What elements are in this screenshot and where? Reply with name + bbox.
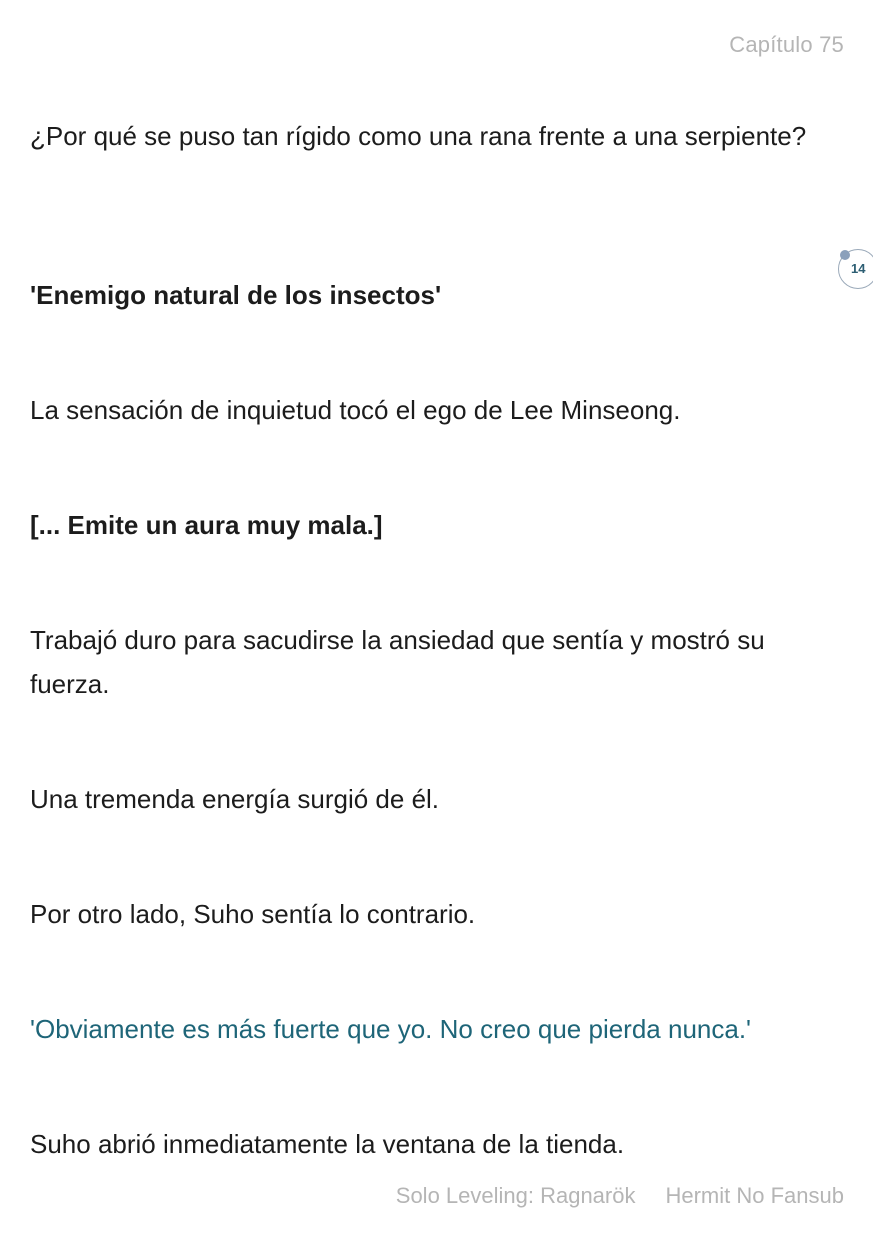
paragraph: Por otro lado, Suho sentía lo contrario. xyxy=(30,899,476,929)
page-number-badge[interactable] xyxy=(838,249,873,289)
thought-paragraph: 'Obviamente es más fuerte que yo. No creo que pierda nunca.' xyxy=(30,1014,752,1044)
paragraph: La sensación de inquietud tocó el ego de Lee Minseong. xyxy=(30,395,681,425)
system-message: [... Emite un aura muy mala.] xyxy=(30,510,383,540)
paragraph: Trabajó duro para sacudirse la ansiedad que sentía y mostró su fuerza. xyxy=(30,625,765,699)
bookmark-dot-icon xyxy=(840,250,850,260)
paragraph: Una tremenda energía surgió de él. xyxy=(30,784,440,814)
novel-title: Solo Leveling: Ragnarök xyxy=(395,1183,636,1208)
chapter-label: Capítulo 75 xyxy=(729,32,844,57)
translator-credit: Hermit No Fansub xyxy=(665,1183,844,1208)
page-number: 14 xyxy=(851,261,866,276)
paragraph: ¿Por qué se puso tan rígido como una rana frente a una serpiente? xyxy=(30,121,807,151)
footer xyxy=(396,1183,844,1209)
paragraph: Suho abrió inmediatamente la ventana de la tienda. xyxy=(30,1129,625,1159)
paragraph-emphasis: 'Enemigo natural de los insectos' xyxy=(30,280,442,310)
